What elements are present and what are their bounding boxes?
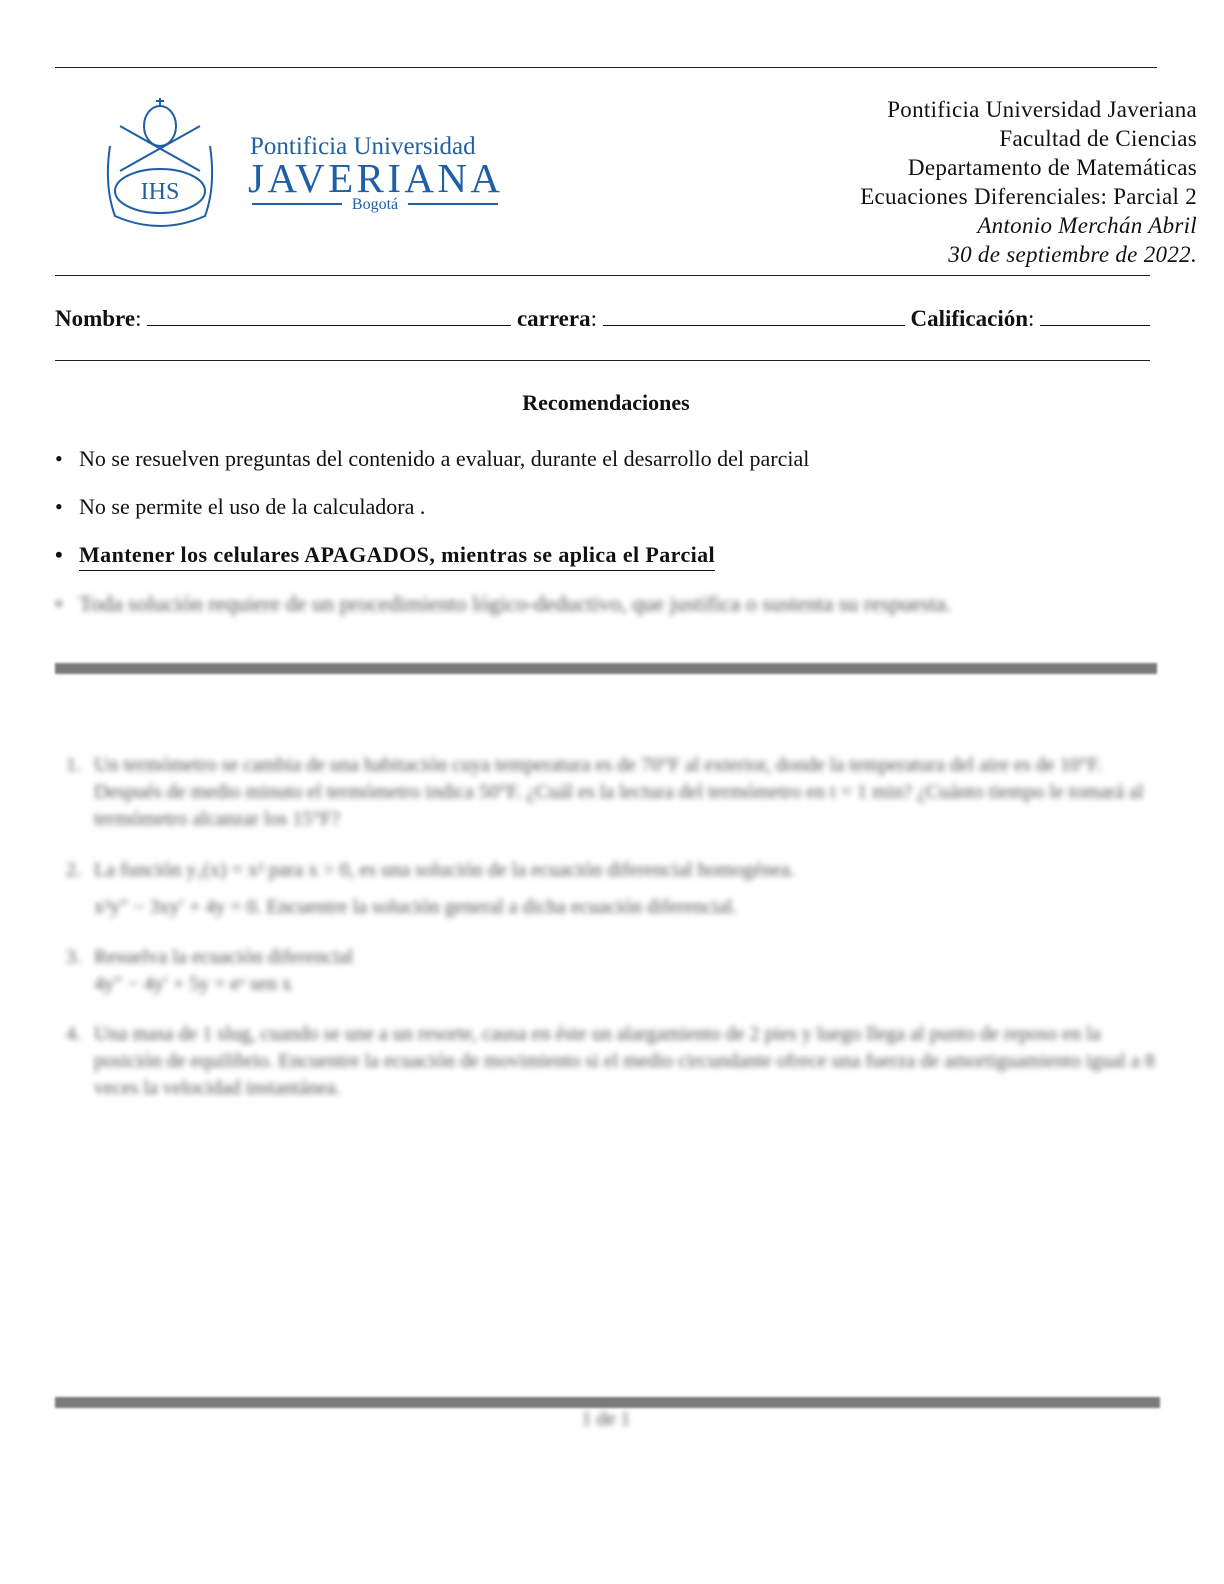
recommendation-item: • No se resuelven preguntas del contenido a evaluar, durante el desarrollo del parcial <box>55 446 810 471</box>
problem-1: 1. Un termómetro se cambia de una habitación cuya temperatura es de 70°F al exterior, donde la temperatura del aire es de 10°F. Después de medio minuto el termómetro indica 50°F. ¿Cuál es la lectura del termómetro en t = 1 min? ¿Cuánto tiempo le tomará al termómetro alcanzar los 15°F? <box>66 754 1144 830</box>
name-field[interactable] <box>147 305 511 326</box>
recommendation-item: • Toda solución requiere de un procedimiento lógico-deductivo, que justifica o sustenta su respuesta. <box>55 591 952 616</box>
seal-text: IHS <box>140 179 180 205</box>
recommendation-item: • No se permite el uso de la calculadora . <box>55 494 426 519</box>
course-title: Ecuaciones Diferenciales: Parcial 2 <box>860 184 1197 209</box>
faculty-name: Facultad de Ciencias <box>999 126 1197 151</box>
problem-4: 4. Una masa de 1 slug, cuando se une a un resorte, causa en éste un alargamiento de 2 pies y luego llega al punto de reposo en la posición de equilibrio. Encuentre la ecuación de movimiento si el medio circundante ofrece una fuerza de amortiguamiento igual a 8 veces la velocidad instantánea. <box>66 1023 1155 1099</box>
grade-label: Calificación <box>910 306 1029 331</box>
name-label: Nombre <box>55 306 136 331</box>
department-name: Departamento de Matemáticas <box>907 155 1197 180</box>
header-info <box>860 95 1197 269</box>
svg-text:Bogotá: Bogotá <box>351 196 399 213</box>
professor-name: Antonio Merchán Abril <box>977 213 1197 238</box>
career-label: carrera <box>516 306 591 331</box>
recommendations-title: Recomendaciones <box>522 390 690 415</box>
crest-icon <box>108 98 212 226</box>
career-field[interactable] <box>603 305 905 326</box>
section-divider <box>55 663 1157 674</box>
exam-date: 30 de septiembre de 2022. <box>948 242 1197 267</box>
header-rule <box>55 275 1150 276</box>
svg-text:JAVERIANA: JAVERIANA <box>248 155 500 201</box>
recommendation-item: • Mantener los celulares APAGADOS, mientras se aplica el Parcial <box>55 542 715 568</box>
university-name: Pontificia Universidad Javeriana <box>887 97 1197 122</box>
footer-divider <box>55 1397 1160 1408</box>
student-fields: Nombre: carrera: Calificación: <box>55 305 1150 332</box>
problem-2: 2. La función y₁(x) = x² para x > 0, es una solución de la ecuación diferencial homogénea. x²y″ − 3xy′ + 4y = 0. Encuentre la solución general a dicha ecuación diferencial. <box>66 859 795 918</box>
problem-3: 3. Resuelva la ecuación diferencial 4y″ − 4y′ + 5y = eˣ sen x <box>66 946 354 995</box>
svg-text:Pontificia Universidad: Pontificia Universidad <box>250 133 476 160</box>
grade-field[interactable] <box>1040 305 1150 326</box>
university-logo <box>100 96 510 238</box>
fields-rule <box>55 360 1150 361</box>
top-rule <box>55 67 1157 68</box>
page-number: 1 de 1 <box>581 1408 631 1430</box>
